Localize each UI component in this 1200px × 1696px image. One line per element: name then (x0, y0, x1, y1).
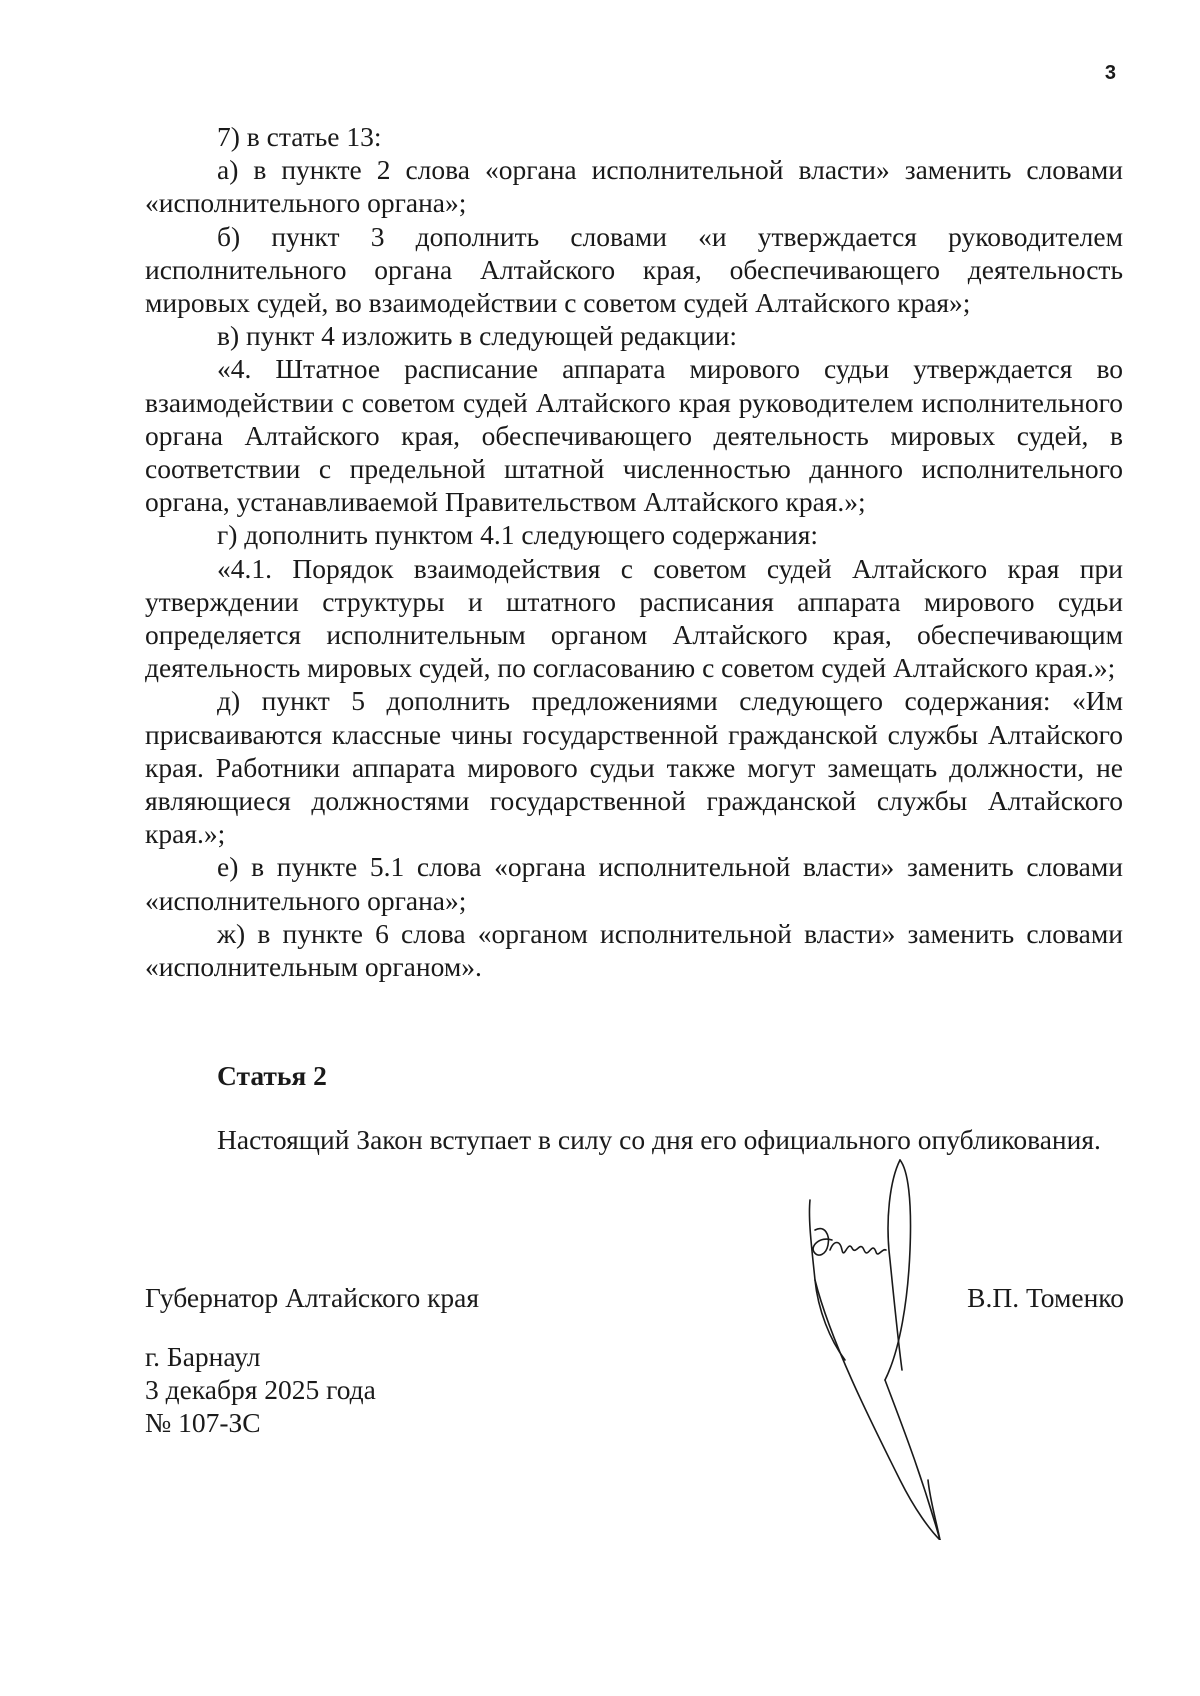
article-2-paragraph: Настоящий Закон вступает в силу со дня его официального опубликования. (217, 1124, 1101, 1155)
paragraph-item-d: д) пункт 5 дополнить предложениями следующего содержания: «Им присваиваются классные чины государственной гражданской службы Алтайского края. Работники аппарата мирового судьи также могут замещать должности, не являющиеся должностями государственной гражданской службы Алтайского края.»; (145, 685, 1123, 850)
paragraph-item-e: е) в пункте 5.1 слова «органа исполнительной власти» заменить словами «исполнительного органа»; (145, 851, 1123, 916)
paragraph-clause-4-1: «4.1. Порядок взаимодействия с советом судей Алтайского края при утверждении структуры и штатного расписания аппарата мирового судьи определяется исполнительным органом Алтайского края, обеспечивающим деятельность мировых судей, по согласованию с советом судей Алтайского края.»; (145, 552, 1123, 684)
paragraph-item-zh: ж) в пункте 6 слова «органом исполнительной власти» заменить словами «исполнительным органом». (145, 917, 1123, 983)
article-2-heading: Статья 2 (217, 1060, 327, 1091)
document-number: № 107-ЗС (145, 1407, 261, 1439)
paragraph-clause-4: «4. Штатное расписание аппарата мирового судьи утверждается во взаимодействии с советом судей Алтайского края руководителем исполнительного органа Алтайского края, обеспечивающего деятельность мировых судей, в соответствии с предельной штатной численностью данного исполнительного органа, устанавливаемой Правительством Алтайского края.»; (145, 353, 1123, 518)
handwritten-signature (790, 1140, 990, 1540)
paragraph-item-v: в) пункт 4 изложить в следующей редакции: (217, 320, 738, 352)
paragraph-article-13: 7) в статье 13: (217, 121, 382, 152)
signatory-name: В.П. Томенко (967, 1282, 1124, 1313)
paragraph-item-g: г) дополнить пунктом 4.1 следующего содержания: (217, 519, 819, 551)
paragraph-item-b: б) пункт 3 дополнить словами «и утверждается руководителем исполнительного органа Алтайского края, обеспечивающего деятельность мировых судей, во взаимодействии с советом судей Алтайского края»; (145, 220, 1123, 319)
city: г. Барнаул (145, 1341, 261, 1372)
document-details (145, 1340, 376, 1440)
signatory-title: Губернатор Алтайского края (145, 1282, 480, 1313)
amendments-body (145, 120, 1123, 983)
page-number: 3 (1104, 62, 1116, 84)
date: 3 декабря 2025 года (145, 1374, 376, 1406)
paragraph-item-a: а) в пункте 2 слова «органа исполнительной власти» заменить словами «исполнительного органа»; (145, 154, 1123, 219)
